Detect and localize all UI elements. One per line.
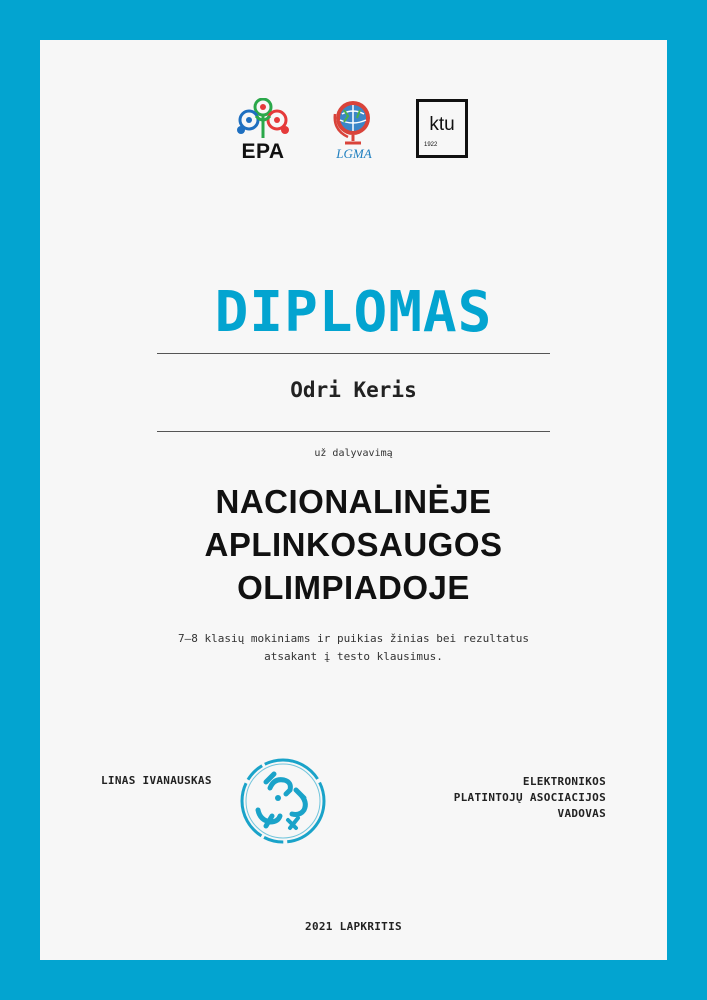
divider-top (157, 353, 550, 354)
epa-logo (232, 98, 294, 162)
ktu-logo (416, 99, 468, 158)
association-seal (238, 754, 328, 848)
epa-emblem-icon (232, 98, 294, 142)
recycle-seal-icon (238, 754, 328, 848)
signer-name: LINAS IVANAUSKAS (101, 774, 212, 787)
diploma-sheet (40, 40, 667, 960)
diploma-date: 2021 LAPKRITIS (305, 920, 402, 933)
logo-row (40, 96, 667, 166)
signer-title: ELEKTRONIKOS PLATINTOJŲ ASOCIACIJOS VADOVAS (453, 775, 606, 820)
globe-icon (326, 96, 382, 146)
recipient-name: Odri Keris (290, 378, 417, 402)
ktu-logo-text: ktu (429, 114, 455, 135)
divider-bottom (157, 431, 550, 432)
diploma-title: DIPLOMAS (214, 280, 493, 345)
event-name: NACIONALINĖJE APLINKOSAUGOS OLIMPIADOJE (204, 483, 503, 606)
lgma-logo (326, 96, 382, 164)
award-reason-label: už dalyvavimą (314, 448, 393, 459)
lgma-logo-text: LGMA (336, 146, 372, 161)
epa-logo-text: EPA (241, 140, 285, 163)
award-description: 7–8 klasių mokiniams ir puikias žinias bei rezultatus atsakant į testo klausimus. (178, 632, 529, 663)
ktu-logo-year: 1922 (424, 142, 438, 148)
